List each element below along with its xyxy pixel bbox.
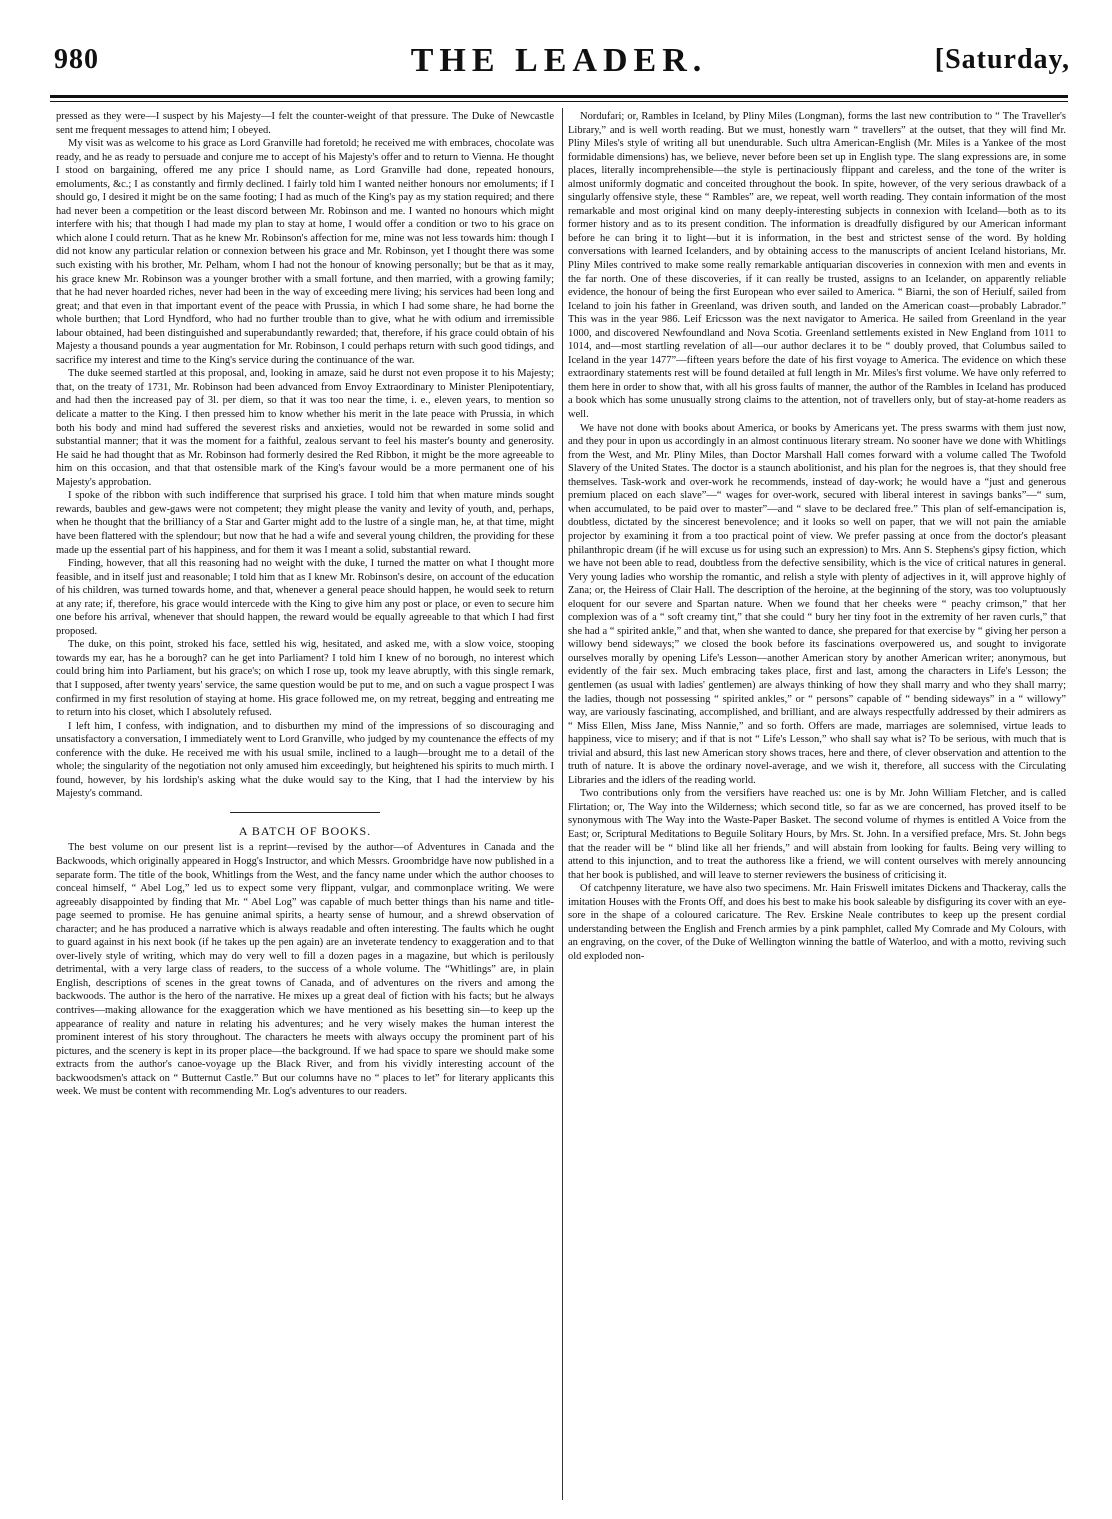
review-paragraph: Nordufari; or, Rambles in Iceland, by Pliny Miles (Longman), forms the last new contribution to “ The Traveller's Library,” and is well worth reading. But we must, honestly warn “ travellers” at the outset, that they will find Mr. Pliny Miles's style of writing all but unendurable. Such ultra American-English (Mr. Miles is a Yankee of the most formidable dimensions) has, we believe, never before been set up in English type. The slang expressions are, in some places, literally incomprehensible—the style is pertinaciously flippant and careless, and the tone of the writer is almost uniformly dogmatic and conceited throughout the book. In spite, however, of the very serious drawback of a singularly offensive style, these “ Rambles” are, we repeat, well worth reading. They contain information of the most remarkable and most original kind on many deeply-interesting subjects in connexion with Iceland—both as to its former history and as to its present condition. The information is dreadfully disfigured by our American informant before he can bring it to light—but it is information, in the best and strictest sense of the word. By holding conversations with learned Icelanders, and by obtaining access to the manuscripts of ancient Iceland historians, Mr. Pliny Miles contrived to make some really remarkable antiquarian discoveries in connexion with men and events in the far north. One of these discoveries, if it can really be trusted, assigns to an Icelander, on apparently reliable evidence, the honour of being the first European who ever sailed to America. “ Biarni, the son of Heriulf, sailed from Iceland to join his father in Greenland, was driven south, and landed on the American coast—probably Labrador.” This was in the year 986. Leif Ericsson was the next navigator to America. He sailed from Greenland in the year 1000, and discovered Newfoundland and Nova Scotia. Greenland settlements existed in New England from 1011 to 1014, and—most startling revelation of all—our author declares it to be “ doubly proved, that Columbus sailed to Iceland in the year 1477”—fifteen years before the date of his first voyage to America. The evidence on which these extraordinary statements rest will be found detailed at full length in Mr. Miles's first volume. We have only referred to them here in order to show that, with all his gross faults of manner, the author of the Rambles in Iceland has produced a book which has some unusually strong claims to the attention, not of travellers only, but of stay-at-home readers as well.	[568, 111, 1066, 421]
article-paragraph: My visit was as welcome to his grace as Lord Granville had foretold; he received me with embraces, chocolate was ready, and he as ready to persuade and conjure me to accept of his Majesty's offer and to return to Vienna. He thought I stood on bargaining, offered me any price I should name, as Lord Granville had done, repeated honours, emoluments, &c.; I as constantly and firmly declined. I fairly told him I wanted neither honours nor emoluments; if I should go, I desired it might be on the same footing; I had as much of the King's pay as my station required; and there had never been a competition or the least discord between Mr. Robinson and me. I wanted no honours which might interfere with his; that though I had made my plan to stay at home, I would offer a condition or two to his grace on which alone I could return. That as he knew Mr. Robinson's affection for me, mine was not less towards him: though I did not know any particular relation or connexion between his grace and Mr. Robinson, yet I thought there was some such existing with his brother, Mr. Pelham, whom I had not the honour of knowing personally; but be that as it may, his grace knew Mr. Robinson was a younger brother with a small fortune, and then married, with a growing family; that he had never hoarded riches, never had been in the way of exceeding mere living; his services had been long and great; and that even in that important event of the peace with Prussia, in which I had some share, he had borne the whole burthen; that Lord Hyndford, who had no further trouble than to give, what he with odium and irremissible labour obtained, had been distinguished and superabundantly rewarded; that, therefore, if his grace could obtain of his Majesty a thousand pounds a year augmentation for Mr. Robinson, I could perhaps return with such good tidings, and sacrifice my interest and time to the King's service during the continuance of the war.	[56, 138, 554, 366]
review-paragraph: Of catchpenny literature, we have also two specimens. Mr. Hain Friswell imitates Dickens and Thackeray, calls the imitation Houses with the Fronts Off, and does his best to make his book saleable by disfiguring its cover with an eye-sore in the shape of a coloured caricature. The Rev. Erskine Neale contributes to keep up the present cordial understanding between the English and French armies by a pink pamphlet, called My Comrade and My Colours, with an engraving, on the cover, of the Duke of Wellington winning the battle of Waterloo, and with a motto, reviving such old exploded non-	[568, 883, 1066, 962]
left-column	[56, 110, 554, 1099]
article-paragraph: pressed as they were—I suspect by his Majesty—I felt the counter-weight of that pressure. The Duke of Newcastle sent me frequent messages to attend him; I obeyed.	[56, 111, 554, 136]
article-paragraph: I left him, I confess, with indignation, and to disburthen my mind of the impressions of so discouraging and unsatisfactory a conversation, I immediately went to Lord Granville, who judged by my countenance the effects of my conference with the duke. He received me with his usual smile, inclined to a laugh—brought me to a detail of the whole; the singularity of the negotiation not only amused him exceedingly, but heightened his spirits to much mirth. I found, however, by his lordship's asking what the duke would say to the King, that I had the interview by his Majesty's command.	[56, 720, 554, 800]
right-column	[568, 110, 1066, 963]
column-divider	[562, 108, 563, 1500]
article-paragraph: The duke, on this point, stroked his face, settled his wig, hesitated, and asked me, with a slow voice, stooping towards my ear, has he a borough? can he get into Parliament? I told him I knew of no borough, no interest which could bring him into Parliament, but his grace's; on which I rose up, took my leave abruptly, with this single remark, that I supposed, after twenty years' service, the same question would be put to me, and on such a vague prospect I was confirmed in my first resolution of staying at home. His grace followed me, on my retreat, begging and entreating me to return into his closet, which I absolutely refused.	[56, 639, 554, 719]
article-paragraph: I spoke of the ribbon with such indifference that surprised his grace. I told him that when mature minds sought rewards, baubles and gew-gaws were not competent; they might please the vanity and levity of youth, and, perhaps, when he thought that the brilliancy of a Star and Garter might add to the lustre of a single man, he, at that time, might have been flattered with the splendour; but now that he had a wife and several young children, the providing for these made up the essential part of his happiness, and for them it was I meant a solid, substantial reward.	[56, 490, 554, 556]
page-number: 980	[54, 44, 99, 75]
masthead	[48, 40, 1070, 92]
review-paragraph: The best volume on our present list is a reprint—revised by the author—of Adventures in Canada and the Backwoods, which originally appeared in Hogg's Instructor, and which Messrs. Groombridge have now published in a separate form. The title of the book, Whitlings from the West, and the fancy name under which the author chooses to conceal himself, “ Abel Log,” led us to expect some very flippant, vulgar, and commonplace writing. We were agreeably disappointed by finding that Mr. “ Abel Log” was capable of much better things than his name and title-page seemed to promise. He has genuine animal spirits, a hearty sense of humour, and a shrewd observation of character; and he has produced a narrative which is always readable and often interesting. The faults which he ought to guard against in his next book (if he takes up the pen again) are an inveterate tendency to exaggeration and to that over-lively style of writing, which may do very well to fill a dozen pages in a magazine, but which is perilously detrimental, with a very large class of readers, to the success of a whole volume. The “Whitlings” are, in plain English, descriptions of scenes in the great towns of Canada, and of adventures on the rivers and among the backwoods. The author is the hero of the narrative. He mixes up a great deal of fiction with his facts; but he always contrives—making allowance for the exaggeration which we have mentioned as his besetting sin—to keep up the appearance of reality and nature in relating his adventures; and he very wisely makes the human interest the prominent interest of his story throughout. The characters he meets with always occupy the prominent part of his pictures, and the scenery is kept in its proper place—the background. If we had space to spare we should make some extracts from the author's canoe-voyage up the Black River, and from his vividly interesting account of the backwoodsmen's attack on “ Butternut Castle.” But our columns have no “ places to let” for literary applicants this week. We must be content with recommending Mr. Log's adventures to our readers.	[56, 842, 554, 1098]
header-rule-thick	[50, 95, 1068, 98]
newspaper-title: THE LEADER.	[410, 42, 708, 79]
article-paragraph: Finding, however, that all this reasoning had no weight with the duke, I turned the matter on what I thought more feasible, and in itself just and reasonable; I told him that as I knew Mr. Robinson's desire, on account of the education of his children, was turned towards home, and that, whenever a general peace should happen, he would seek to return at any rate; if, therefore, his grace would intercede with the King to give him any post or place, or even to secure him one before his arrival, whenever that should happen, the reward would be equally agreeable to that which I had first proposed.	[56, 558, 554, 637]
issue-day: [Saturday,	[934, 44, 1070, 75]
section-heading: A BATCH OF BOOKS.	[238, 823, 372, 838]
review-paragraph: We have not done with books about America, or books by Americans yet. The press swarms with them just now, and they pour in upon us accordingly in an almost continuous literary stream. No sooner have we done with Whitlings from the West, and Mr. Pliny Miles, than Doctor Marshall Hall comes forward with a volume called The Twofold Slavery of the United States. The doctor is a staunch abolitionist, and his plan for the negroes is, that they should free themselves. Task-work and over-work he recommends, instead of day-work; he would have a “just and generous premium placed on each slave”—“ wages for over-work, secured with liberal interest in savings banks”—“ sum, when accumulated, to be paid over to master”—and “ slave to be declared free.” This plan of self-emancipation is, doubtless, dictated by the sincerest benevolence; and it looks so well on paper, that we will not pain the amiable projector by examining it from a too practical point of view. We prefer passing at once from the doctor's pleasant philanthropic dream (if he will excuse us for using such an expression) to Mrs. Ann S. Stephens's gipsy fiction, which we have not been able to read, doubtless from the defective sensibility, which is the vice of critical natures in general. Very young ladies who worship the romantic, and relish a style with plenty of adjectives in it, will approve highly of Zana; or, the Heiress of Clair Hall. The description of the heroine, at the beginning of the story, was too voluptuously eloquent for our severe and Spartan nature. When we found that her cheeks were “ peachy crimson,” that her complexion was of a “ soft creamy tint,” that she could “ bury her tiny foot in the extremity of her raven curls,” that she had a “ spirited ankle,” and that, when she wanted to dance, she prepared for that exercise by “ giving her person a willowy bend sideways;” we closed the book before its fascinations overpowered us, and sought to invigorate ourselves morally by opening Life's Lesson—another American story by another American writer; anonymous, but evidently of the fair sex. Much embracing takes place, first and last, among the characters in Life's Lesson; the gentlemen (as usual with ladies' gentlemen) are always thinking of how they shall marry and who they shall marry; the ladies, though not possessing “ spirited ankles,” or “ persons” capable of “ bending sideways” in a “ willowy” way, are variously fascinating, accomplished, and brilliant, and are always respectfully addressed by their admirers as “ Miss Ellen, Miss Jane, Miss Nannie,” and so forth. Offers are made, marriages are solemnised, virtue leads to happiness, vice to misery; and if that is not “ Life's Lesson,” who shall say what is? To be serious, with much that is trivial and absurd, this last new American story shows traces, here and there, of clever observation and attention to the truth of nature. It is above the ordinary novel-average, and we wish it, therefore, all success with the Circulating Libraries and the idlers of the reading world.	[568, 422, 1066, 786]
header-rule-thin	[50, 101, 1068, 102]
review-paragraph: Two contributions only from the versifiers have reached us: one is by Mr. John William Fletcher, and is called Flirtation; or, The Way into the Wilderness; which second title, so far as we are concerned, has proved itself to be synonymous with The Way into the Waste-Paper Basket. The second volume of rhymes is entitled A Voice from the East; or, Scriptural Meditations to Beguile Solitary Hours, by Mrs. St. John. In a versified preface, Mrs. St. John begs that the reader will be “ blind like all her friends,” and will abstain from looking for faults. Being very willing to attend to this injunction, and to treat the authoress like a friend, we will content ourselves with merely announcing that her book is published, and will leave to sterner reviewers the business of criticising it.	[568, 788, 1066, 881]
section-divider	[230, 812, 380, 813]
article-paragraph: The duke seemed startled at this proposal, and, looking in amaze, said he durst not even propose it to his Majesty; that, on the treaty of 1731, Mr. Robinson had been advanced from Envoy Extraordinary to Minister Plenipotentiary, and had then the increased pay of 3l. per diem, so that it was too near the time, i. e., eleven years, to mention so delicate a matter to the King. I then pressed him to know whether his merit in the late peace with Prussia, in which both his body and mind had suffered the severest risks and anxieties, would not be rewarded in some solid and substantial manner; that it was the moment for a faithful, zealous servant to feel his master's bounty and generosity. He said he had thought that as Mr. Robinson had formerly desired the Red Ribbon, it might be the more agreeable to him on this occasion, and that that ostensible mark of the King's favour would be a more permanent one of his Majesty's approbation.	[56, 368, 554, 488]
